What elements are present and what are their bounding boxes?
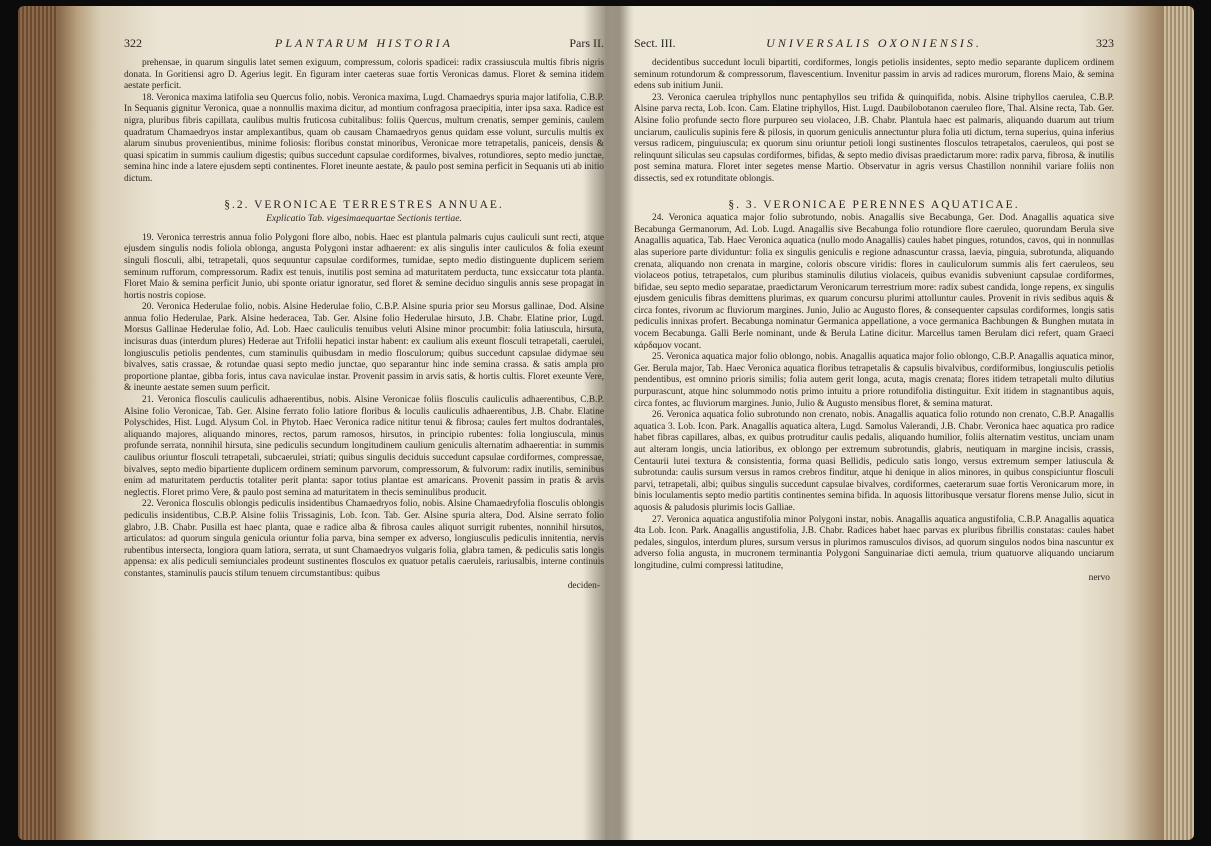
paragraph: 27. Veronica aquatica angustifolia minor Polygoni instar, nobis. Anagallis aquatica angustifolia, C.B.P. Anagallis aquatica 4ta Lob. Icon. Park. Anagallis angustifolia, J.B. Chabr. Radices habet haec parvas ex pluribus fibrillis constatas: caules habet pedales, singulos, interdum plures, sursum versus in plurimos ramusculos divisos, ad quorum singulos nodos bina nascuntur ex adverso folia angusta, in mucronem terminantia Polygoni Sanguinariae dicti aemula, trium quatuorve aliquando unciarum longitudine, culmi compressi latitudine, bbox=[634, 514, 1114, 571]
left-page bbox=[124, 6, 604, 840]
right-page bbox=[634, 6, 1114, 840]
running-title: UNIVERSALIS OXONIENSIS. bbox=[766, 36, 982, 50]
catchword: nervo bbox=[1088, 572, 1110, 583]
paragraph: 24. Veronica aquatica major folio subrotundo, nobis. Anagallis sive Becabunga, Ger. Dod. Anagallis aquatica sive Becabunga Germanorum, Ad. Lob. Lugd. Anagallis sive Becabunga folio rotundiore flore caeruleo, quorundam Berula sive Anagallis aquatica, Tab. Haec Veronica aquatica (nullo modo Anagallis) caules habet pingues, rotundos, cavos, qui in nonnullas alas superiore parte dividuntur: folia ex singulis geniculis e regione adnascuntur crassa, laevia, pinguia, subrotunda, aliquando crenata, aliquando non crenata in margine, coloris obscure viridis: flores in cauliculorum summis alis fert caeruleos, seu violaceos potius, tetrapetalos, cum pluribus staminulis dilutius violaceis, quibus evanidis subveniunt capsulae cordiformes, bifidae, seu septo medio separatae, praedictarum Veronicarum terrestrium more: radix subest candida, longe repens, ex singulis ejusdem geniculis fibras demittens plurimas, ex quarum concursu plurimi attolluntur caules. Provenit in rivis sedibus aquis & circa fontes, rivorum ac fluviorum margines. Junio, Julio ac Augusto flores, & consequenter capsulas cordiformes, longis satis pediculis innixas profert. Becabunga nominatur Germanica appellatione, a voce germanica Bachbungen & Bunghen mutata in vocem Becabunga. Galli Berle nominant, unde & Berula Latine dicitur. Marcellus tamen Berulam dici refert, quam Graeci κάρδαμον vocant. bbox=[634, 213, 1114, 351]
left-page-header bbox=[124, 36, 604, 54]
paragraph: 21. Veronica flosculis cauliculis adhaerentibus, nobis. Alsine Veronicae foliis flosculis cauliculis adhaerentibus, C.B.P. Alsine folio Veronicae, Tab. Ger. Alsine ferrato folio latiore floribus & loculis cauliculis adhaerentibus, J.B. Chabr. Elatine Polyschides, Hist. Lugd. Alysum Col. in Phytob. Haec Veronica radice nititur tenui & fibrosa; caules fert multos dodrantales, aliquando majores, aliquando minores, rectos, parum ramosos, hirsutos, in principio rubentes: folia longiuscula, minus profunde serrata, nonnihil hirsuta, sine pediculis secundum longitudinem caulium geniculis alternatim adhaerentia: in summis caulibus oriuntur flosculi tetrapetali, subcaerulei, striati; quibus singulis deciduis succedunt capsulae cordiformes, compressae, bivalves, septo medio bipartiente duplicem ordinem seminum parvorum, compressorum, & fulvorum: radix inutilis, seminibus enim ad maturitatem perductis totaliter perit planta: sapor totius plantae est amaricans. Provenit passim in pratis & arvis neglectis. Floret primo Vere, & paulo post semina ad maturitatem in thecis seminulibus producit. bbox=[124, 395, 604, 498]
section-heading: §. 3. VERONICAE PERENNES AQUATICAE. bbox=[728, 198, 1020, 211]
paragraph: prehensae, in quarum singulis latet semen exiguum, compressum, coloris spadicei: radix crassiuscula multis fibris nigris donata. In Goritiensi agro D. Agerius legit. En figuram inter caeteras suae fortis Veronicas damus. Floret & semina itidem aestate perficit. bbox=[124, 58, 604, 92]
paragraph: 26. Veronica aquatica folio subrotundo non crenato, nobis. Anagallis aquatica folio rotundo non crenato, C.B.P. Anagallis aquatica 3. Lob. Icon. Park. Anagallis aquatica altera, Lugd. Samolus Valerandi, J.B. Chabr. Veronica haec aquatica pro radice habet fibras capillares, albas, ex quibus protruditur caulis pedalis, aliquando humilior, foliis alternatim vestitus, unciam unam aut alteram longis, uncia latioribus, ex oblongo per extremum subrotundis, glabris, neutiquam in margine incisis, crassis, Centaurii lutei textura & consistentia, forma quasi Bellidis, pediculo satis longo, versus extremum semper latiuscula & subrotunda: caulis sursum versus in ramos crebros finditur, atque hi denique in alios minores, in quibus conspiciuntur flosculi parvi, tetrapetali, albi; quibus singulis succedunt capsulae bivalves, cordiformes, caeterarum suae fortis Veronicarum more, in binis loculamentis septo medio partitis continentes semina bifida. In aquosis littoribusque versatur florens mense Julio, sicut in aquosis & paludosis plurimis locis Galliae. bbox=[634, 410, 1114, 513]
section-label: Sect. III. bbox=[634, 36, 676, 50]
part-label: Pars II. bbox=[569, 36, 604, 50]
section-heading: §.2. VERONICAE TERRESTRES ANNUAE. bbox=[224, 198, 504, 211]
paragraph: 18. Veronica maxima latifolia seu Quercus folio, nobis. Veronica maxima, Lugd. Chamaedrys spuria major latifolia, C.B.P. In Sequanis gignitur Veronica, quae a nonnullis maxima dicitur, ad montium confragosa praecipitia, inter ipsa saxa. Radice est nigra, pluribus fibris capillata, caulibus multis fruticosa cubitalibus: foliis Quercus, multum crenatis, semper geminis, caulem quadratum Chamaedryos instar amplexantibus, quam ob causam Chamaedryos genus quidam esse volunt, surculis multis ex alarum sinubus provenientibus, minime foliosis: floribus constat minoribus, Veronicae more tetrapetalis, paniceis, densis & quasi spicatim in summis caulium digestis; quibus succedunt capsulae cordiformes, bivalves, rotundiores, septo medio junctae, semina hinc inde a latere ejusdem septi continentes. Floret ineunte aestate, & paulo post semina perficit in Sequanis uti ab initio dictum. bbox=[124, 92, 604, 184]
paragraph: 25. Veronica aquatica major folio oblongo, nobis. Anagallis aquatica major folio oblongo, C.B.P. Anagallis aquatica minor, Ger. Berula major, Tab. Haec Veronica aquatica floribus tetrapetalis & capsulis bivalvibus, cordiformibus, longiusculis petiolis pendentibus, est omnino prioris similis; folia autem gerit longa, acuta, magis crenata; flores itidem tetrapetali multo dilutius purpurascunt, atque hinc solummodo notis primo intuitu a priore rotundifolia distinguitur. Exit itidem in stagnantibus aquis, circa fontes, ac fluviorum margines. Junio, Julio & Augusto mensibus floret, & semina maturat. bbox=[634, 352, 1114, 409]
paragraph: 19. Veronica terrestris annua folio Polygoni flore albo, nobis. Haec est plantula palmaris cujus cauliculi sunt recti, atque ejusdem singulis nodis foliola oblonga, angusta Polygoni instar adhaerent: ex alis singulis inter cauliculos & folia exeunt singuli flosculi, albi, tetrapetali, quos sequuntur capsulae cordiformes, tumidae, septo medio distinguente duplicem seriem seminum rufforum, compressorum. Radix est tenuis, inutilis post semina ad maturitatem perducta, tunc exsiccatur tota planta. Floret Maio & semina perficit Junio, ubi sponte oriatur ignoratur, sed floret & semine deciduo singulis annis sese propagat in hortis nostris copiose. bbox=[124, 232, 604, 301]
book-fore-edge-right bbox=[1164, 6, 1194, 840]
open-book bbox=[18, 6, 1194, 840]
section-subheading: Explicatio Tab. vigesimaequartae Sectionis tertiae. bbox=[266, 213, 462, 225]
paragraph: 20. Veronica Hederulae folio, nobis. Alsine Hederulae folio, C.B.P. Alsine spuria prior seu Morsus gallinae, Dod. Alsine annua folio Hederulae, Park. Alsine hederacea, Tab. Ger. Alsine folio Hederulae hirsuto, J.B. Chabr. Elatine prior, Lugd. Morsus Gallinae Hederulae folio, Ad. Lob. Haec cauliculis tenuibus veluti Alsine minor procumbit: folia latiuscula, hirsuta, incisuras duas (interdum plures) Hederae aut Trifolii hepatici instar habent: ex caulium alis exeunt flosculi tetrapetali, caerulei, longiusculis petiolis pendentes, cum staminulis quibusdam in medio flosculorum; quibus succedunt capsulae didymae seu bivalves, satis crassae, & rotundae quasi septo medio junctae, quo separantur hinc inde semina crassa. & satis ampla pro proportione plantae, gibba foris, intus cava naviculae instar. Provenit passim in arvis satis, & hortis cultis. Floret exeunte Vere, & ineunte aestate semen suum perficit. bbox=[124, 302, 604, 394]
book-fore-edge-left bbox=[18, 6, 58, 840]
running-title: PLANTARUM HISTORIA bbox=[275, 36, 453, 50]
right-page-header bbox=[634, 36, 1114, 54]
page-number: 322 bbox=[124, 36, 142, 50]
paragraph: decidentibus succedunt loculi bipartiti, cordiformes, longis petiolis insidentes, septo medio separante duplicem ordinem seminum rotundorum & compressorum, flavescentium. Invenitur passim in arvis ad radices murorum, florens Maio, & semina edens sub initium Junii. bbox=[634, 58, 1114, 92]
catchword: deciden- bbox=[567, 580, 600, 591]
page-number: 323 bbox=[1096, 36, 1114, 50]
left-page-body bbox=[124, 58, 604, 840]
paragraph: 22. Veronica flosculis oblongis pediculis insidentibus Chamaedryos folio, nobis. Alsine Chamaedryfolia flosculis oblongis pediculis insidentibus, C.B.P. Alsine foliis Trissaginis, Lob. Icon. Tab. Ger. Alsine spuria altera, Dod. Alsine serrato folio glabro, J.B. Chabr. Pusilla est haec planta, quae e radice alba & fibrosa caules aliquot surrigit rubentes, nonnihil hirsutos, articulatos: ad quorum singula genicula oriuntur folia parva, bina semper ex adverso, longiusculis pediculis innitentia, nervis rubentibus intersecta, longiora quam latiora, serrata, ut sunt Chamaedryos vulgaris folia, glabra tamen, & pediculis satis longis appensa: ex alis pediculi semiunciales prodeunt sustinentes flosculos ex quatuor petalis caeruleis, rariusalbis, interne continuis constantes, staminulis paucis stilum tenuem circumstantibus: quibus bbox=[124, 499, 604, 579]
book-gutter bbox=[604, 6, 634, 840]
paragraph: 23. Veronica caerulea triphyllos nunc pentaphyllos seu trifida & quinquifida, nobis. Alsine triphyllos caerulea, C.B.P. Alsine parva recta, Lob. Icon. Cam. Elatine triphyllos, Hist. Lugd. Daubilobotanon caeruleo flore, Thal. Alsine recta, Tab. Ger. Alsine folio profunde secto flore purpureo seu violaceo, J.B. Chabr. Plantula haec est palmaris, aliquando duarum aut trium unciarum, cauliculis supinis fere & pilosis, in quorum geniculis annectuntur plura folia uti dictum, terna superius, quina inferius versus radicem, pinguiuscula; ex quorum sinu oriuntur petioli longi sustinentes flosculos tetrapetalos, caeruleos, qui post se relinquunt siliculas seu capsulas cordiformes, bifidas, & septo medio divisas praedictarum more: radix parva, fibrosa, & inutilis post semina matura. Floret inter segetes mense Martio. Observatur in agris versus Chastillon nonnihil variare foliis non dissectis, sed ex rotunditate oblongis. bbox=[634, 92, 1114, 184]
right-page-body bbox=[634, 58, 1114, 840]
